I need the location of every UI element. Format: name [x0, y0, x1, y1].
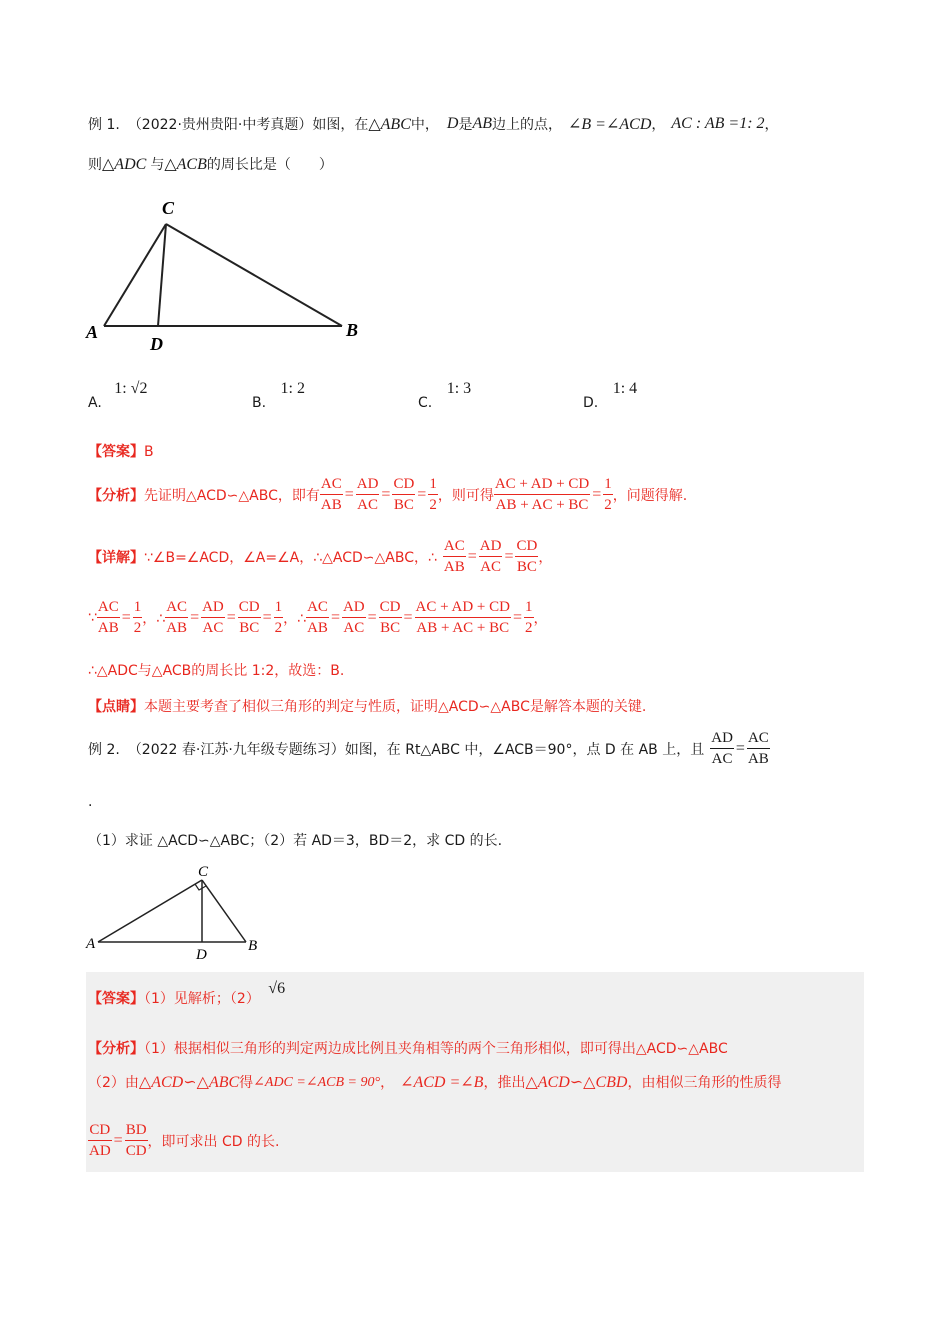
ex1-side-ac — [104, 224, 166, 326]
ex1-label-d: D — [150, 334, 163, 354]
ex1-question-line1: 例 1. （2022·贵州贵阳·中考真题） 如图，在 △ABC 中， D 是 AB 边上的点， ∠B =∠ACD ， AC : AB =1: 2 ， — [88, 115, 779, 133]
ex2-label-a: A — [86, 936, 96, 952]
ex2-side-bc — [202, 880, 246, 942]
ex1-answer: 【答案】B — [88, 444, 154, 460]
ex1-question-line2: 则 △ADC 与 △ACB 的周长比是（ ） — [88, 156, 333, 173]
ex1-option-c[interactable]: C. 1: 3 — [418, 380, 472, 411]
ex1-side-bc — [166, 224, 342, 326]
ex1-label: 例 1. — [88, 117, 120, 133]
ex1-analysis: 【分析】 先证明△ACD∽△ABC，即有 $\frac{AC}{AB}$ = $\frac{AD}{AC}$ = $\frac{CD}{BC}$ = $\frac{1}{2}$ ，则可得 $\frac{AC + AD + CD}{AB + AC + BC}$ = $\frac{1}{2}$ ，问题得解. — [88, 476, 688, 513]
ex1-ratio: AC : AB =1: 2 — [671, 115, 765, 132]
ex2-question-line1: 例 2. （2022 春·江苏·九年级专题练习） 如图，在 Rt△ABC 中，∠ACB＝90°，点 D 在 AB 上，且 $\frac{AD}{AC}$ = $\frac{AC}{AB}$ — [88, 730, 769, 767]
ex1-option-b[interactable]: B. 1: 2 — [252, 380, 305, 411]
ex2-analysis-line3: $\frac{CD}{AD}$ = $\frac{BD}{CD}$ ，即可求出 CD 的长. — [89, 1122, 280, 1159]
ex1-segment-cd — [158, 224, 166, 326]
ex2-analysis-line1: 【分析】（1）根据相似三角形的判定两边成比例且夹角相等的两个三角形相似，即可得出△ACD∽△ABC — [88, 1041, 728, 1057]
ex1-triangle-figure — [80, 190, 380, 360]
ex1-key-point: 【点睛】本题主要考查了相似三角形的判定与性质，证明△ACD∽△ABC是解答本题的关键. — [88, 699, 647, 715]
ex1-option-d[interactable]: D. 1: 4 — [583, 380, 638, 411]
ex2-right-angle-mark — [195, 884, 206, 890]
ex1-option-a[interactable]: A. 1: √2 — [88, 380, 148, 411]
ex1-angle-condition: ∠B =∠ACD — [567, 116, 652, 133]
ex2-label-c: C — [198, 864, 209, 880]
ex2-question-line2: （1）求证 △ACD∽△ABC；（2）若 AD＝3，BD＝2，求 CD 的长. — [88, 833, 503, 849]
ex1-label-b: B — [346, 320, 359, 340]
ex2-label-d: D — [196, 947, 207, 963]
ex2-source: （2022 春·江苏·九年级专题练习） — [127, 741, 345, 758]
ex1-label-c: C — [162, 198, 175, 218]
ex1-detail-line3: ∴△ADC与△ACB的周长比 1:2，故选：B. — [88, 663, 345, 679]
ex2-triangle-figure — [80, 858, 270, 966]
ex1-label-a: A — [86, 322, 99, 342]
ex2-answer: 【答案】（1）见解析；（2） √6 — [88, 980, 286, 1007]
ex2-label-b: B — [248, 938, 258, 954]
ex1-source: （2022·贵州贵阳·中考真题） — [127, 117, 313, 133]
ex2-analysis-line2: （2）由 △ACD∽△ABC 得 ∠ADC =∠ACB = 90° ， ∠ACD =∠B ，推出 △ACD∽△CBD ，由相似三角形的性质得 — [88, 1074, 782, 1091]
ex2-dot: . — [88, 794, 93, 810]
ex1-detail-line2: ∵ $\frac{AC}{AB}$ = $\frac{1}{2}$ ，∴ $\frac{AC}{AB}$ = $\frac{AD}{AC}$ = $\frac{CD}{BC}$ = $\frac{1}{2}$ ，∴ $\frac{AC}{AB}$ = $\frac{AD}{AC}$ = $\frac{CD}{BC}$ = $\frac{AC + AD + CD}{AB + AC + BC}$ = $\frac{1}{2}$ ， — [88, 599, 548, 636]
ex2-side-ac — [98, 880, 202, 942]
ex2-label: 例 2. — [88, 741, 120, 758]
ex1-tri-abc: △ABC — [368, 116, 411, 133]
ex1-detail-line1: 【详解】 ∵∠B=∠ACD，∠A=∠A，∴△ACD∽△ABC，∴ $\frac{AC}{AB}$ = $\frac{AD}{AC}$ = $\frac{CD}{BC}$ ， — [88, 538, 553, 575]
